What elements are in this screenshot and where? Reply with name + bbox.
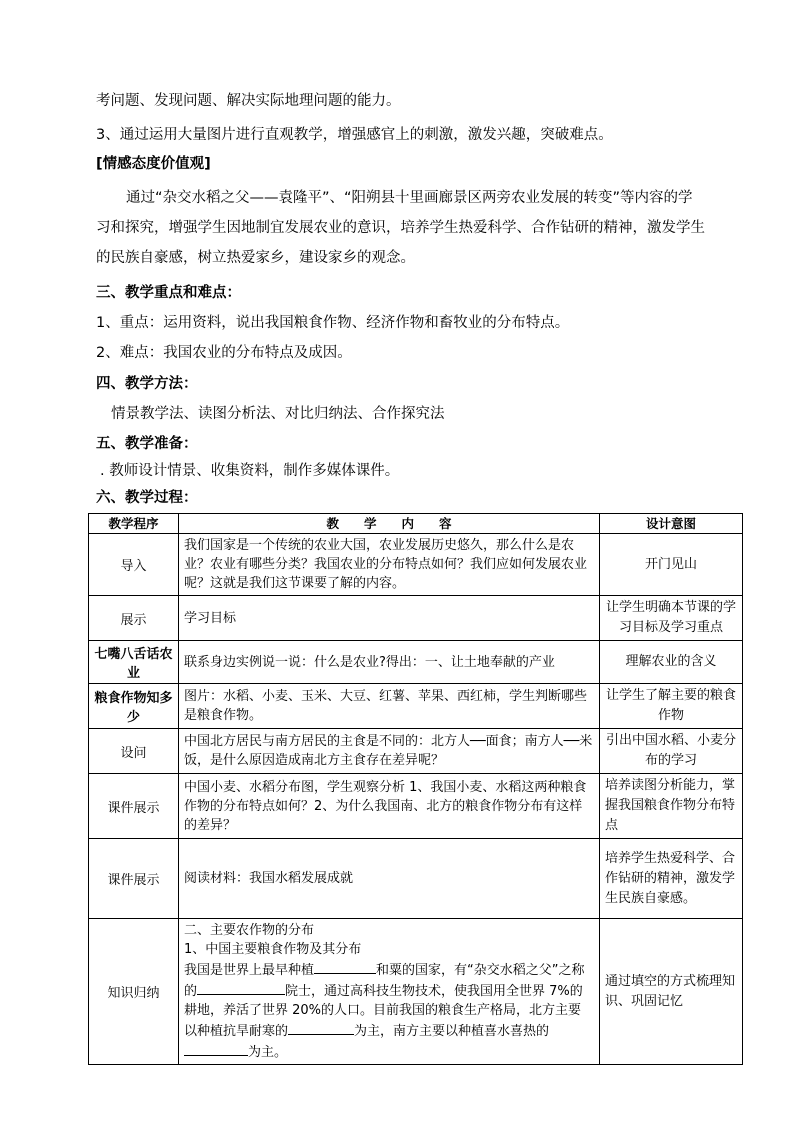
cell-step: 导入 — [89, 534, 179, 596]
cell-content: 学习目标 — [179, 596, 600, 641]
fill-blank — [288, 1020, 354, 1035]
heading-values: [情感态度价值观] — [96, 156, 211, 172]
summary-fill-in-text — [184, 959, 594, 1062]
header-step: 教学程序 — [89, 514, 179, 534]
cell-intent: 培养学生热爱科学、合作钻研的精神，激发学生民族自豪感。 — [600, 839, 743, 919]
cell-intent: 培养读图分析能力，掌握我国粮食作物分布特点 — [600, 774, 743, 839]
fill-blank — [184, 1041, 248, 1056]
text-difficult-point: 2、难点：我国农业的分布特点及成因。 — [96, 345, 352, 361]
cell-intent: 理解农业的含义 — [600, 641, 743, 684]
fill-blank — [314, 959, 376, 974]
header-content: 教 学 内 容 — [179, 514, 600, 534]
summary-text-part: 为主。 — [248, 1045, 288, 1060]
table-row — [89, 596, 743, 641]
table-row — [89, 839, 743, 919]
cell-step: 课件展示 — [89, 839, 179, 919]
header-intent: 设计意图 — [600, 514, 743, 534]
cell-step: 课件展示 — [89, 774, 179, 839]
table-row — [89, 534, 743, 596]
section-title-preparation: 五、教学准备： — [96, 436, 198, 452]
table-row — [89, 919, 743, 1065]
cell-content-summary — [179, 919, 600, 1065]
cell-content: 我们国家是一个传统的农业大国，农业发展历史悠久，那么什么是农业？农业有哪些分类？我国农业的分布特点如何？我们应如何发展农业呢？这就是我们这节课要了解的内容。 — [179, 534, 600, 596]
cell-content: 联系身边实例说一说：什么是农业?得出：一、让土地奉献的产业 — [179, 641, 600, 684]
summary-text-part: 院士，通过高科技生物技术，使我国用全世界 7%的耕地，养活了世界 20%的人口。目前我国的粮食生产格局，北方主要以种植抗旱耐寒的 — [184, 984, 583, 1039]
table-row — [89, 684, 743, 729]
text-line-ability: 考问题、发现问题、解决实际地理问题的能力。 — [96, 93, 401, 109]
table-row — [89, 641, 743, 684]
cell-step: 粮食作物知多少 — [89, 684, 179, 729]
cell-content: 阅读材料：我国水稻发展成就 — [179, 839, 600, 919]
cell-step: 七嘴八舌话农业 — [89, 641, 179, 684]
cell-intent: 开门见山 — [600, 534, 743, 596]
summary-text-part: 和粟的国家，有“杂交水稻之父”之称的 — [184, 963, 585, 999]
summary-text-part: 为主，南方主要以种植喜水喜热的 — [354, 1024, 550, 1039]
text-methods: 情景教学法、读图分析法、对比归纳法、合作探究法 — [111, 406, 445, 422]
teaching-process-table — [88, 513, 743, 1065]
summary-heading: 二、主要农作物的分布 — [184, 923, 315, 938]
table-row — [89, 774, 743, 839]
cell-step: 展示 — [89, 596, 179, 641]
fill-blank — [197, 980, 285, 995]
text-line-pictures: 3、通过运用大量图片进行直观教学，增强感官上的刺激，激发兴趣，突破难点。 — [96, 127, 613, 143]
section-title-process: 六、教学过程： — [96, 490, 198, 506]
text-preparation: . 教师设计情景、收集资料，制作多媒体课件。 — [100, 463, 400, 479]
table-header-row — [89, 514, 743, 534]
table-row — [89, 729, 743, 774]
cell-intent: 让学生明确本节课的学习目标及学习重点 — [600, 596, 743, 641]
summary-subheading: 1、中国主要粮食作物及其分布 — [184, 942, 362, 957]
cell-content: 中国小麦、水稻分布图，学生观察分析 1、我国小麦、水稻这两种粮食作物的分布特点如何？2、为什么我国南、北方的粮食作物分布有这样的差异？ — [179, 774, 600, 839]
cell-intent: 让学生了解主要的粮食作物 — [600, 684, 743, 729]
section-title-methods: 四、教学方法： — [96, 376, 198, 392]
summary-text-part: 我国是世界上最早种植 — [184, 963, 315, 978]
cell-intent: 引出中国水稻、小麦分布的学习 — [600, 729, 743, 774]
text-key-point: 1、重点：运用资料，说出我国粮食作物、经济作物和畜牧业的分布特点。 — [96, 315, 570, 331]
cell-step: 知识归纳 — [89, 919, 179, 1065]
paragraph-values: 通过“杂交水稻之父——袁隆平”、“阳朔县十里画廊景区两旁农业发展的转变”等内容的学习和探究，增强学生因地制宜发展农业的意识，培养学生热爱科学、合作钻研的精神，激发学生的民族自豪感，树立热爱家乡，建设家乡的观念。 — [96, 190, 705, 266]
cell-content: 中国北方居民与南方居民的主食是不同的：北方人──面食；南方人──米饭，是什么原因造成南北方主食存在差异呢？ — [179, 729, 600, 774]
section-title-key-points: 三、教学重点和难点： — [96, 285, 241, 301]
cell-step: 设问 — [89, 729, 179, 774]
cell-intent: 通过填空的方式梳理知识、巩固记忆 — [600, 919, 743, 1065]
cell-content: 图片：水稻、小麦、玉米、大豆、红薯、苹果、西红柿，学生判断哪些是粮食作物。 — [179, 684, 600, 729]
